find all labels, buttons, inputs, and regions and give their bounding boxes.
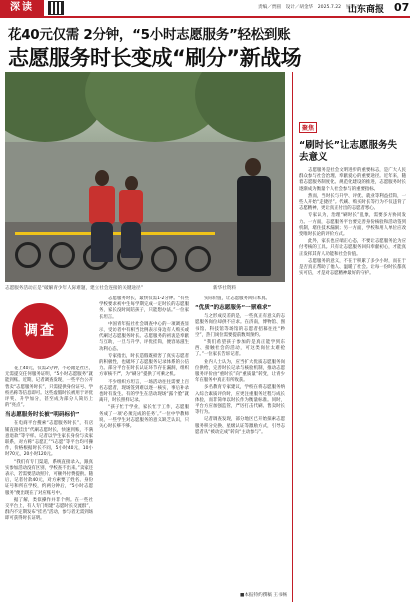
paragraph: 专家认为，治理“刷时长”乱象，需要多方协同发力。一方面，志愿服务平台要完善身份核验和活动签到机制，堵住技术漏洞；另一方面，学校和用人单位应改变唯时长论的评价方式。: [299, 213, 406, 238]
commentary-tag: 聚焦: [299, 122, 317, 133]
header-meta: 责编／贾圆 设计／胡金华 2025.7.22 星期二: [258, 5, 360, 10]
paragraph: 志愿服务的意义，不在于积累了多少小时，而在于是否真正帮助了他人、温暖了社会。让每一份时长都真实可信，才是对志愿精神最好的守护。: [299, 258, 406, 277]
investigation-badge: 调查: [12, 303, 68, 359]
section-tag: 深读: [0, 0, 44, 16]
paper-name: 山东商报: [348, 5, 385, 15]
paragraph: “我们希望孩子参加的是真正能学到东西、接触社会的活动，可这类岗位太难抢了。”一位家长告诉记者。: [195, 340, 285, 358]
paragraph: 据了解，类似操作并非个例。在一些社交平台上，有人专门组建“志愿时长交流群”，群内不定期发布“挂名”活动，参与者无需到场即可获得时长证明。: [5, 497, 93, 522]
commentary-body: [299, 168, 406, 277]
paragraph: 专家指出，时长造假既损害了真实志愿者的积极性，也破坏了志愿服务记录体系的公信力。部分平台在时长认证环节存在漏洞，组织方审核不严，为“刷分”提供了可乘之机。: [99, 353, 189, 378]
paragraph: 记者调查发现，部分地区已开始探索志愿服务积分兑换、星级认证等激励方式，引导志愿者从“被动完成”转向“主动参与”。: [195, 417, 285, 435]
paragraph: 志愿服务时长，最快仅需1-2分钟。“有些学校要求初中生每学期完成一定时长的志愿服务，家长没时间陪孩子，只能想办法。”一位家长坦言。: [99, 296, 189, 320]
sidebar-commentary: [292, 72, 406, 602]
header-divider: [0, 16, 410, 18]
paragraph: 志愿服务是社会文明进步的重要标志，是广大人民群众参与社会治理、奉献爱心的重要途径。近年来，随着志愿服务制度化、规范化建设的推进，志愿服务时长逐渐成为衡量个人社会参与的重要指标。: [299, 168, 406, 192]
paragraph: 业内人士认为，应当扩大优质志愿服务岗位供给，完善时长记录与核验机制，推动志愿服务评价由“重时长”向“重质量”转变，让青少年在服务中真正有所收获。: [195, 359, 285, 384]
article-column-3: [195, 296, 285, 588]
article-photo: [5, 72, 285, 282]
paragraph: 不少组织方坦言，一场活动往往需要上百名志愿者，现场签到难以逐一核实，事后补录也时有发生。有的学生在活动现场“露个脸”就离开，时长照样记录。: [99, 379, 189, 404]
article-headline: 志愿服务时长变成“刷分”新战场: [8, 46, 302, 70]
paragraph: “孩子忙于学业，家长忙于工作，志愿服务成了一项‘必须完成的任务’。”一位中学教师说，一些学生对志愿服务的意义缺乏认识，只关心时长够不够。: [99, 405, 189, 430]
subheading: “优质”的志愿服务“一票难求”: [195, 305, 272, 312]
article-column-1: [5, 366, 93, 592]
paragraph: 实际价值，让志愿服务回归本真。: [204, 296, 270, 301]
paragraph: 此外，家长也应端正心态，不要让志愿服务沦为应付考核的工具。只有让志愿服务回归奉献初心，才能真正发挥其育人功能和社会价值。: [299, 239, 406, 257]
paragraph: 多名教育专家建议，学校在将志愿服务纳入综合素质评价时，应更注重服务过程与成长体验，而非简单以时长作为衡量标准。同时，平台方应加强监管，严厉打击代刷、售卖时长等行为。: [195, 385, 285, 416]
paragraph: 中国青年报社社会调查中心的一项调查显示，受访者中有相当比例表示身边有人购买或代刷过志愿服务时长。志愿服务的初衷是奉献与互助，一旦与升学、评优挂钩，便容易滋生功利心态。: [99, 321, 189, 352]
photo-credit: 新华社资料: [213, 286, 236, 291]
subheading: 当志愿服务时长被“明码标价”: [5, 412, 80, 419]
author-byline: ■本报特约撰稿 王书畅: [240, 593, 288, 598]
page-number: 07: [394, 1, 410, 14]
commentary-title: “刷时长”让志愿服务失去意义: [299, 140, 397, 163]
photo-caption: [5, 285, 285, 291]
article-column-2: [99, 296, 189, 592]
paragraph: 然而，当时长与升学、评优、就业等利益挂钩，一些人开始“走捷径”。代刷、购买时长等行为不仅违背了志愿精神，更让真正付出的志愿者寒心。: [299, 193, 406, 212]
qr-code-icon: [48, 1, 64, 15]
page-header: [0, 0, 410, 16]
caption-text: 志愿服务活动正是“破解青少年人际难题，建立社会连接的关键途径”: [5, 286, 143, 291]
article-kicker: 花40元仅需 2分钟，“5小时志愿服务”轻松到账: [8, 27, 291, 43]
paragraph: 在电商平台搜索“志愿服务时长”，有店铺直接挂出“代刷志愿时长，快速到账，不满意退款”等字样。记者以学生家长身份与卖家联系，对方称“志愿汇”“i志愿”等平台均可操作，价格根据时长不同，5小时40元，10小时70元，20小时120元。: [5, 421, 93, 458]
paragraph: 与之形成反差的是，一些真正有意义的志愿服务岗位却供不应求。在济南，博物馆、图书馆、科技馆等场馆的志愿者招募往往“秒空”，热门岗位需要提前数周预约。: [195, 314, 285, 338]
paragraph: 花上40元，仅需2分钟，不必踏足社区，无需提交任何服务证明，“5小时志愿服务”就能到账。近期，记者调查发现，一些平台公开售卖“志愿服务时长”，只需提供身份证号、学校名称等信息即可。这些虚假时长被用于评优评奖、升学加分，甚至成为部分人简历上的“亮点”。: [5, 366, 93, 409]
paragraph: “我们有专门渠道，系统直接录入，跟真实参加活动没有区别，学校查不出来。”卖家还表示，若需要活动照片，可额外付费提供。随后，记者付款40元，对方索要了姓名、身份证号和所在学校，约两分钟后，“5小时志愿服务”便出现在了对应账号中。: [5, 459, 93, 496]
